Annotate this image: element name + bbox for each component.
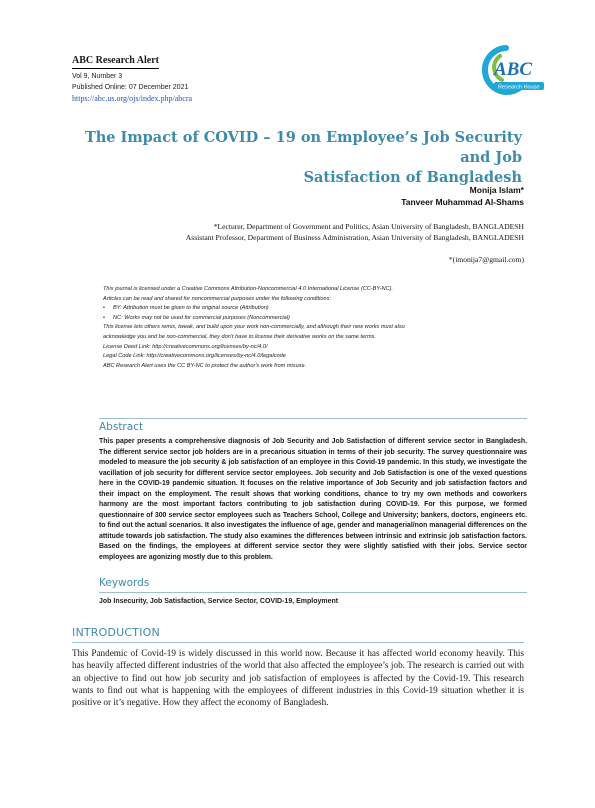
- license-notice: [103, 285, 503, 371]
- author-2: Tanveer Muhammad Al-Shams: [401, 197, 524, 207]
- license-line: This license lets others remix, tweak, and build upon your work non-commercially, and although their new works must also: [103, 324, 405, 331]
- license-line: Articles can be read and shared for noncommercial purposes under the following conditions:: [103, 295, 331, 302]
- license-bullet: • NC: Works may not be used for commercial purposes (Noncommercial): [103, 314, 503, 324]
- paper-title: [60, 128, 522, 188]
- abstract-heading: Abstract: [99, 421, 144, 433]
- logo-text: ABC: [494, 59, 533, 80]
- license-legal-link[interactable]: Legal Code Link: http://creativecommons.org/licenses/by-nc/4.0/legalcode: [103, 353, 286, 360]
- introduction-heading: INTRODUCTION: [72, 626, 160, 639]
- affiliation-1: *Lecturer, Department of Government and Politics, Asian University of Bangladesh, BANGLADESH: [213, 222, 524, 231]
- title-line-2: Satisfaction of Bangladesh: [303, 169, 522, 186]
- section-divider: [99, 592, 527, 593]
- abc-logo: [478, 40, 550, 96]
- abstract-body: This paper presents a comprehensive diagnosis of Job Security and Job Satisfaction of different service sector in Bangladesh. The different service sector job holders are in a precarious situation in terms of their job security. The survey questionnaire was modeled to measure the job security & job satisfaction of an employee in this Covid-19 pandemic. In this study, we investigate the vacillation of job security for different service sector employees. Job security and Job Satisfaction is one of the vexed questions here in the COVID-19 pandemic situation. It focuses on the relative importance of Job Security and job satisfaction factors and their impact on the employment. The result shows that working conditions, chance to try my own methods and coworkers harmony are the most important factors contributing to job satisfaction during COVID-19. For this purpose, we formed questionnaire of 300 service sector employees such as Teachers School, College and University; bankers, doctors, engineers etc. to find out the actual scenarios. It also investigates the influence of age, gender and managerial/non managerial differences on the attitude towards job satisfaction. The study also examines the differences between intrinsic and extrinsic job satisfaction factors. Based on the findings, the employees at different service sector they were slightly satisfied with their jobs. Service sector employees are agonizing mostly due to this problem.: [99, 438, 527, 561]
- corresponding-email[interactable]: *(imonija7@gmail.com): [448, 255, 524, 264]
- title-line-1: The Impact of COVID – 19 on Employee’s Job Security and Job: [84, 129, 522, 166]
- journal-url[interactable]: https://abc.us.org/ojs/index.php/abcra: [72, 94, 193, 103]
- license-bullet: • BY: Attribution must be given to the original source (Attribution): [103, 304, 503, 314]
- journal-name: ABC Research Alert: [72, 55, 159, 69]
- volume-number: Vol 9, Number 3: [72, 73, 123, 80]
- published-date: Published Online: 07 December 2021: [72, 84, 189, 91]
- section-divider: [99, 418, 527, 419]
- license-note: ABC Research Alert uses the CC BY-NC to protect the author's work from misuse.: [103, 362, 307, 369]
- affiliation-2: Assistant Professor, Department of Business Administration, Asian University of Bangladesh, BANGLADESH: [185, 233, 524, 242]
- author-1: Monija Islam*: [469, 185, 524, 195]
- keywords-list: Job Insecurity, Job Satisfaction, Service Sector, COVID-19, Employment: [99, 598, 339, 605]
- license-deed-link[interactable]: License Deed Link: http://creativecommons.org/licenses/by-nc/4.0/: [103, 343, 268, 350]
- logo-subtext: Research House: [498, 84, 540, 91]
- introduction-body: This Pandemic of Covid-19 is widely discussed in this world now. Because it has affected world economy heavily. This has heavily affected different industries of the world that also affected the employee’s job. The research is carried out with an objective to find out how job security and job satisfaction of employees is affected by the Covid-19. This research wants to find out what is happening with the employees of different industries in this Covid-19 situation whether it is positive or it’s negative. How they affect the economy of Bangladesh.: [72, 648, 524, 708]
- keywords-heading: Keywords: [99, 577, 150, 589]
- section-divider: [72, 642, 524, 643]
- license-line: This journal is licensed under a Creative Commons Attribution-Noncommercial 4.0 International License (CC-BY-NC).: [103, 286, 394, 292]
- license-line: acknowledge you and be non-commercial, they don’t have to license their derivative works on the same terms.: [103, 333, 376, 340]
